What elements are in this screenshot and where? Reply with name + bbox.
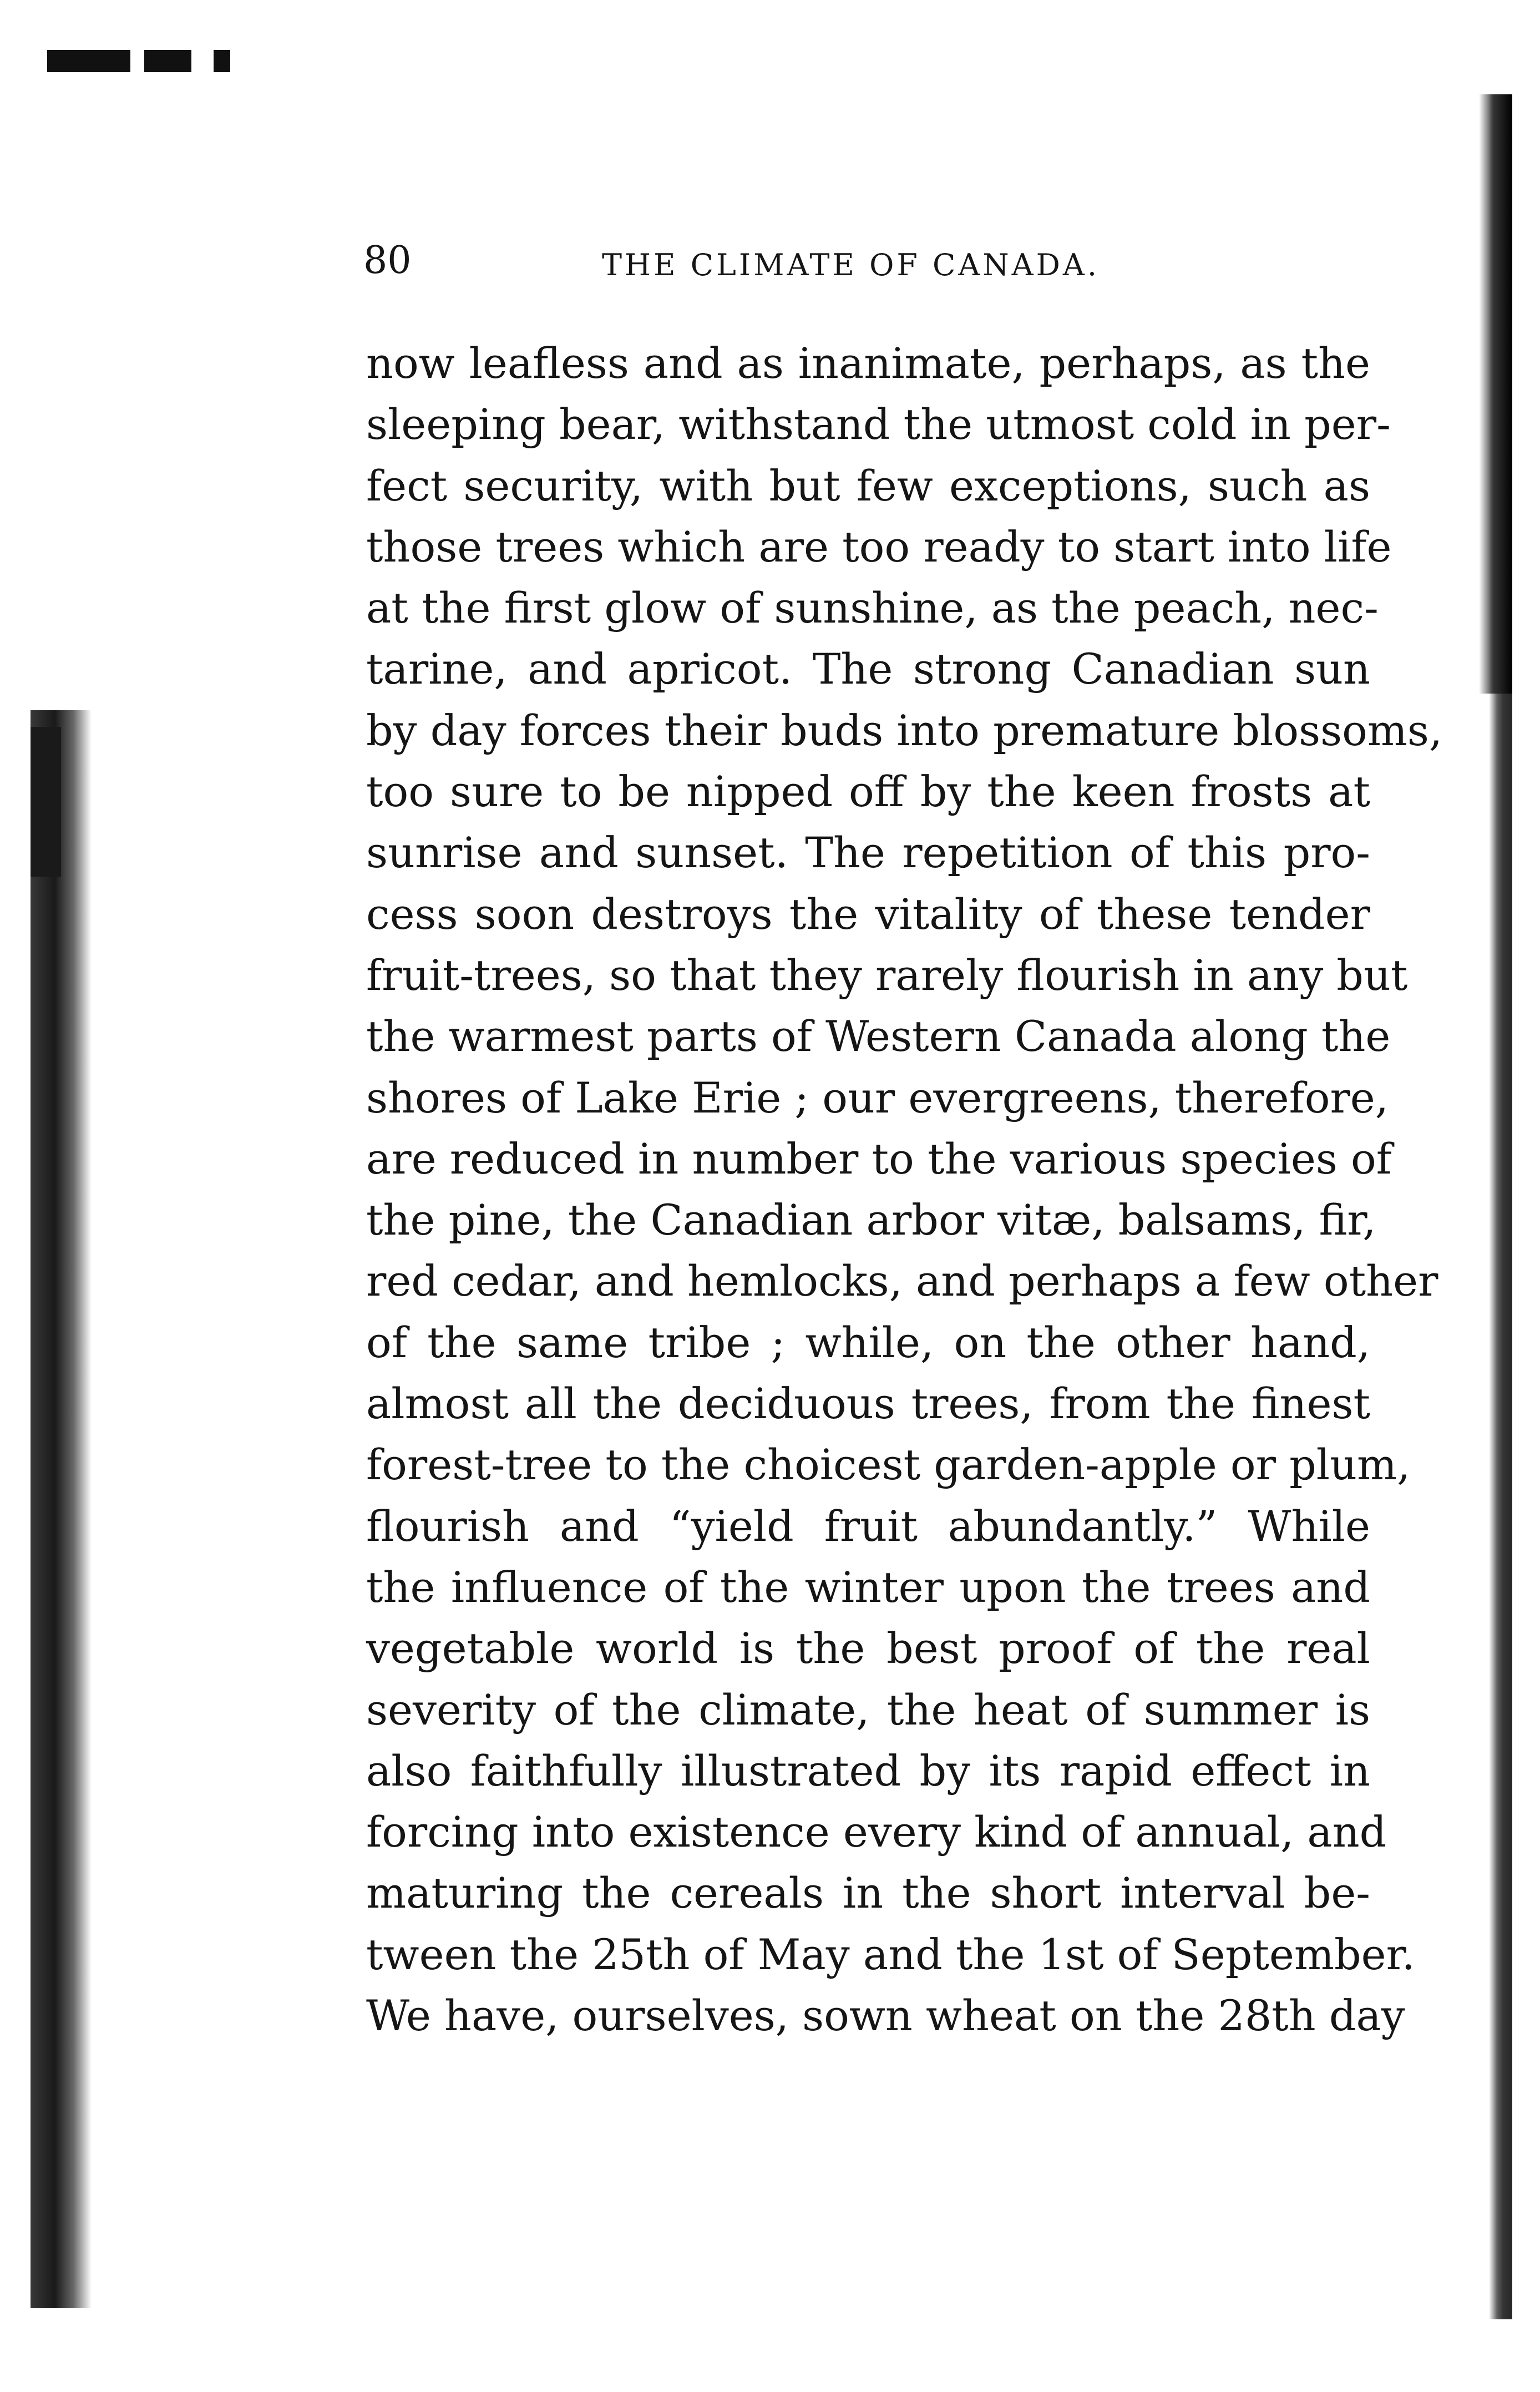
text-line: maturing the cereals in the short interval be- — [366, 1868, 1370, 1918]
text-line: too sure to be nipped off by the keen frosts at — [366, 767, 1370, 817]
text-line: at the first glow of sunshine, as the peach, nec- — [366, 583, 1379, 633]
text-line: the influence of the winter upon the trees and — [366, 1562, 1370, 1612]
binding-shadow — [31, 710, 92, 2308]
text-line: sunrise and sunset. The repetition of this pro- — [366, 828, 1370, 878]
running-head: THE CLIMATE OF CANADA. — [602, 247, 1100, 282]
text-line: shores of Lake Erie ; our evergreens, therefore, — [366, 1073, 1389, 1122]
text-line: We have, ourselves, sown wheat on the 28th day — [366, 1991, 1405, 2041]
text-line: of the same tribe ; while, on the other hand, — [366, 1317, 1370, 1367]
text-line: now leafless and as inanimate, perhaps, as the — [366, 338, 1370, 388]
text-line: forcing into existence every kind of annual, and — [366, 1807, 1387, 1857]
page-header — [363, 236, 1362, 286]
text-line: are reduced in number to the various species of — [366, 1134, 1392, 1184]
text-line: cess soon destroys the vitality of these tender — [366, 889, 1370, 939]
text-line: sleeping bear, withstand the utmost cold in per- — [366, 399, 1391, 449]
text-line: red cedar, and hemlocks, and perhaps a few other — [366, 1256, 1438, 1306]
body-text — [366, 333, 1443, 2046]
text-line: tarine, and apricot. The strong Canadian sun — [366, 644, 1370, 694]
scan-artifact-top — [47, 50, 230, 72]
text-line: severity of the climate, the heat of summer is — [366, 1685, 1370, 1734]
text-line: vegetable world is the best proof of the real — [366, 1624, 1370, 1673]
text-line: those trees which are too ready to start into life — [366, 522, 1392, 572]
text-line: by day forces their buds into premature blossoms, — [366, 705, 1443, 755]
binding-shadow-dark — [31, 727, 61, 877]
text-line: fruit-trees, so that they rarely flourish in any but — [366, 950, 1408, 1000]
text-line: forest-tree to the choicest garden-apple or plum, — [366, 1440, 1411, 1490]
text-line: flourish and “yield fruit abundantly.” While — [366, 1501, 1370, 1551]
text-line: the pine, the Canadian arbor vitæ, balsams, fir, — [366, 1195, 1376, 1245]
page-number: 80 — [363, 239, 412, 282]
text-line: tween the 25th of May and the 1st of September. — [366, 1929, 1415, 1979]
page-edge-shadow-top — [1479, 94, 1512, 694]
text-line: almost all the deciduous trees, from the finest — [366, 1379, 1370, 1429]
text-line: fect security, with but few exceptions, such as — [366, 461, 1370, 510]
text-line: the warmest parts of Western Canada along the — [366, 1012, 1391, 1061]
text-line: also faithfully illustrated by its rapid effect in — [366, 1746, 1370, 1796]
